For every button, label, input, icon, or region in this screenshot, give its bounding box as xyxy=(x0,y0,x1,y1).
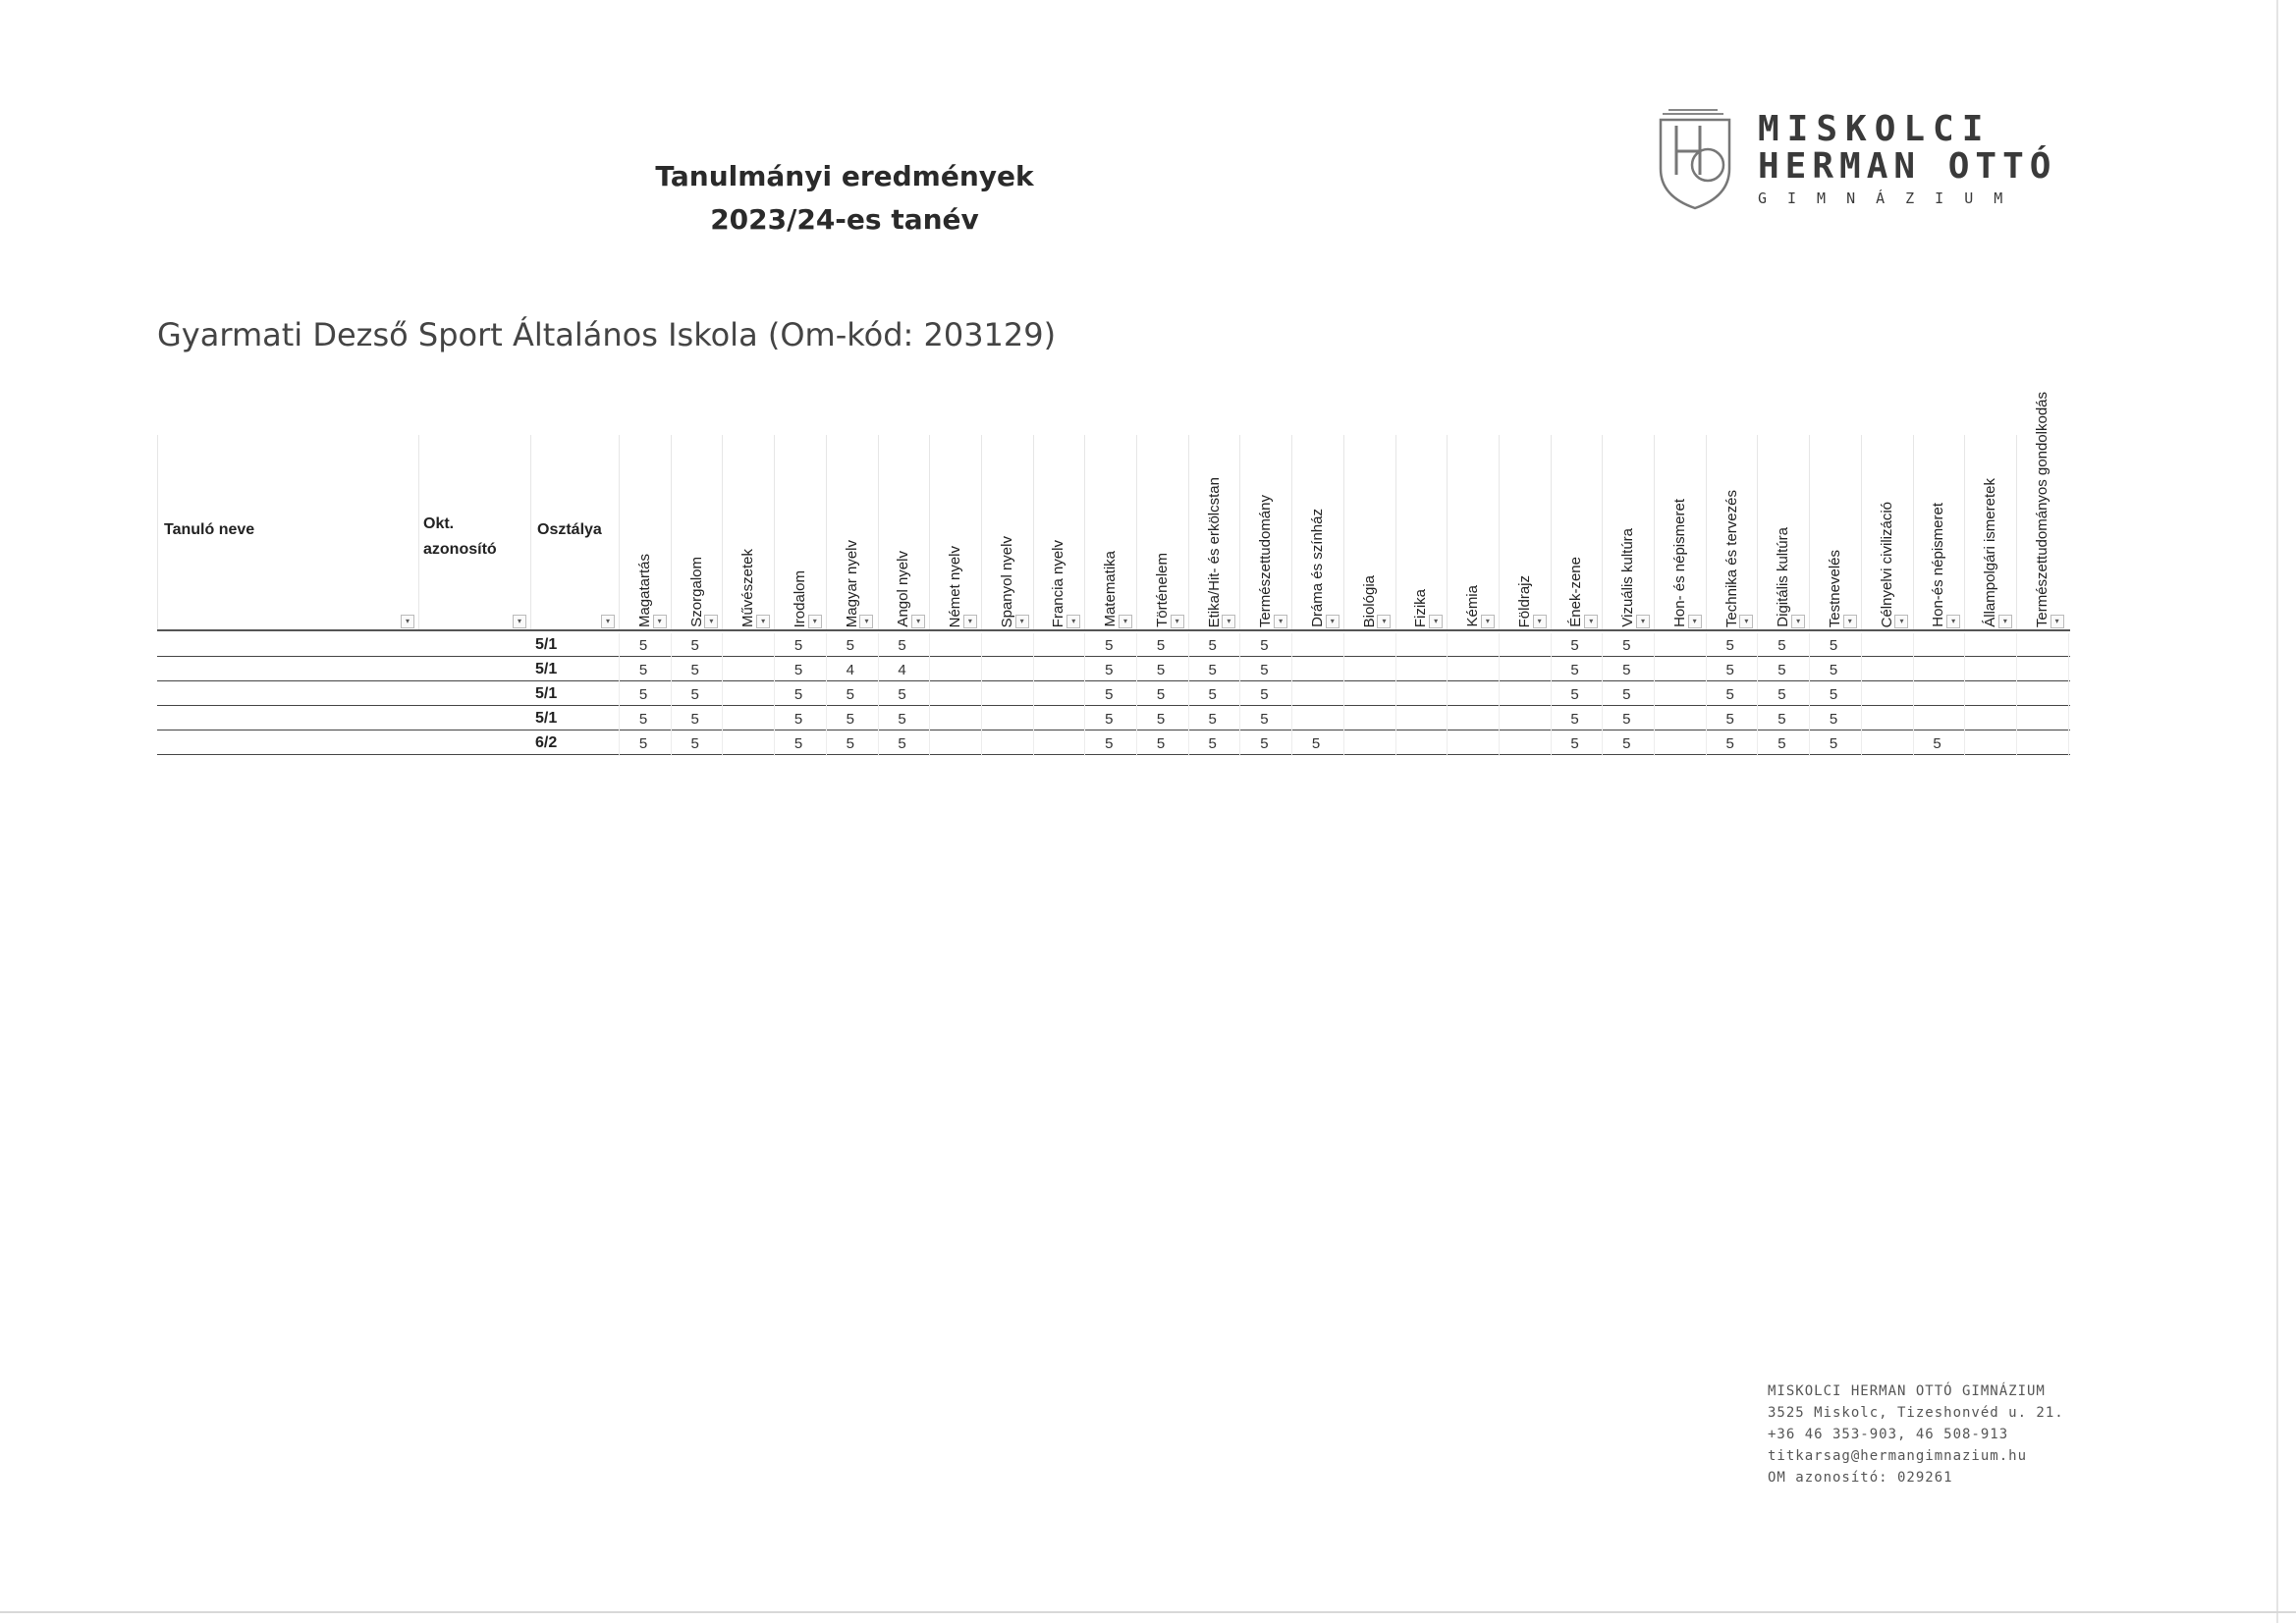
grade-cell: 5 xyxy=(1725,711,1734,728)
grade-cell: 5 xyxy=(1260,637,1269,654)
subject-header: Természettudomány xyxy=(1257,494,1275,627)
filter-dropdown-icon[interactable]: ▾ xyxy=(1171,615,1184,628)
grade-cell: 5 xyxy=(793,686,803,703)
filter-dropdown-icon[interactable]: ▾ xyxy=(1066,615,1080,628)
filter-dropdown-icon[interactable]: ▾ xyxy=(2050,615,2064,628)
footer-line: 3525 Miskolc, Tizeshonvéd u. 21. xyxy=(1768,1405,2064,1421)
subject-header: Angol nyelv xyxy=(895,551,912,627)
table-row xyxy=(157,658,2070,682)
grade-cell: 5 xyxy=(793,662,803,678)
grade-cell: 5 xyxy=(690,711,699,728)
column-divider xyxy=(1861,633,1862,756)
row-divider xyxy=(157,754,2070,755)
document-title xyxy=(570,155,1120,242)
subject-header-cell xyxy=(878,435,930,631)
grade-cell: 5 xyxy=(1570,711,1579,728)
grade-cell: 5 xyxy=(793,637,803,654)
class-cell: 5/1 xyxy=(535,636,558,653)
grade-cell: 5 xyxy=(1570,637,1579,654)
column-divider xyxy=(1602,633,1603,756)
subject-header-cell xyxy=(1239,435,1291,631)
subject-header-cell xyxy=(981,435,1033,631)
grade-cell: 5 xyxy=(898,686,906,703)
grade-cell: 5 xyxy=(1829,637,1838,654)
header-class-cell xyxy=(530,435,619,631)
column-divider xyxy=(1395,633,1396,756)
table-row xyxy=(157,731,2070,756)
column-divider xyxy=(1447,633,1448,756)
filter-dropdown-icon[interactable]: ▾ xyxy=(513,615,526,628)
filter-dropdown-icon[interactable]: ▾ xyxy=(1584,615,1598,628)
grade-cell: 5 xyxy=(898,711,906,728)
subject-header-cell xyxy=(1291,435,1343,631)
column-divider xyxy=(774,633,775,756)
header-name: Tanuló neve xyxy=(164,521,255,538)
grade-cell: 5 xyxy=(1105,637,1114,654)
grade-cell: 5 xyxy=(1156,735,1166,752)
subject-header: Dráma és színház xyxy=(1308,509,1326,627)
subject-header: Matematika xyxy=(1102,551,1120,627)
grade-cell: 5 xyxy=(1777,637,1786,654)
grade-cell: 5 xyxy=(1622,711,1631,728)
column-divider xyxy=(1913,633,1914,756)
subject-header: Német nyelv xyxy=(947,545,964,627)
grade-cell: 5 xyxy=(1725,637,1734,654)
grade-cell: 5 xyxy=(846,735,854,752)
grade-cell: 5 xyxy=(846,686,854,703)
subject-header: Etika/Hit- és erkölcstan xyxy=(1205,476,1223,627)
subject-header-cell xyxy=(722,435,774,631)
column-divider xyxy=(1964,633,1965,756)
column-divider xyxy=(981,633,982,756)
column-divider xyxy=(1809,633,1810,756)
footer-line: OM azonosító: 029261 xyxy=(1768,1470,1953,1486)
subject-header-cell xyxy=(1861,435,1913,631)
title-line-1: Tanulmányi eredmények xyxy=(655,160,1034,192)
grade-cell: 5 xyxy=(1260,662,1269,678)
filter-dropdown-icon[interactable]: ▾ xyxy=(1326,615,1339,628)
grade-cell: 5 xyxy=(1777,711,1786,728)
grade-cell: 5 xyxy=(898,735,906,752)
subject-header-cell xyxy=(1757,435,1809,631)
subject-header: Földrajz xyxy=(1515,574,1533,627)
subject-header: Állampolgári ismeretek xyxy=(1982,478,1999,627)
column-divider xyxy=(878,633,879,756)
grade-cell: 5 xyxy=(793,711,803,728)
grade-cell: 5 xyxy=(1260,735,1269,752)
grade-cell: 5 xyxy=(638,686,648,703)
filter-dropdown-icon[interactable]: ▾ xyxy=(653,615,667,628)
class-cell: 5/1 xyxy=(535,710,558,727)
grade-cell: 5 xyxy=(1260,686,1269,703)
subject-header: Magatartás xyxy=(635,553,653,627)
subject-header: Magyar nyelv xyxy=(843,539,860,627)
grade-cell: 5 xyxy=(638,637,648,654)
grade-cell: 5 xyxy=(1156,686,1166,703)
grade-cell: 5 xyxy=(1105,735,1114,752)
grade-cell: 5 xyxy=(1725,662,1734,678)
column-divider xyxy=(1551,633,1552,756)
grade-cell: 5 xyxy=(846,637,854,654)
subject-header: Történelem xyxy=(1153,553,1171,627)
grade-cell: 5 xyxy=(1829,686,1838,703)
filter-dropdown-icon[interactable]: ▾ xyxy=(1688,615,1702,628)
grade-cell: 5 xyxy=(1829,711,1838,728)
grade-cell: 5 xyxy=(690,637,699,654)
subject-header: Francia nyelv xyxy=(1050,539,1067,627)
column-divider xyxy=(1343,633,1344,756)
subject-header: Spanyol nyelv xyxy=(998,535,1015,627)
footer-contact xyxy=(1768,1380,2064,1488)
subject-header-cell xyxy=(1551,435,1603,631)
subject-header-cell xyxy=(1706,435,1758,631)
subject-header-cell xyxy=(1136,435,1188,631)
filter-dropdown-icon[interactable]: ▾ xyxy=(1636,615,1650,628)
column-divider xyxy=(1033,633,1034,756)
header-id: Okt. azonosító xyxy=(423,515,497,558)
grade-cell: 5 xyxy=(1933,735,1941,752)
subject-header: Kémia xyxy=(1464,585,1482,627)
column-divider xyxy=(1654,633,1655,756)
grade-cell: 5 xyxy=(1208,662,1217,678)
subject-header: Technika és tervezés xyxy=(1722,489,1740,627)
logo-line-2: HERMAN OTTÓ xyxy=(1758,146,2057,187)
column-divider xyxy=(1084,633,1085,756)
filter-dropdown-icon[interactable]: ▾ xyxy=(756,615,770,628)
grade-cell: 5 xyxy=(1622,662,1631,678)
subject-header: Célnyelvi civilizáció xyxy=(1878,501,1895,627)
grade-cell: 5 xyxy=(690,662,699,678)
subject-header-cell xyxy=(1654,435,1706,631)
filter-dropdown-icon[interactable]: ▾ xyxy=(1791,615,1805,628)
filter-dropdown-icon[interactable]: ▾ xyxy=(1119,615,1132,628)
column-divider xyxy=(1136,633,1137,756)
subject-header: Ének-zene xyxy=(1567,557,1585,627)
filter-dropdown-icon[interactable]: ▾ xyxy=(1946,615,1960,628)
column-divider xyxy=(1188,633,1189,756)
grade-cell: 5 xyxy=(1208,735,1217,752)
subject-header-cell xyxy=(1343,435,1395,631)
subject-header: Művészetek xyxy=(739,548,757,627)
column-divider xyxy=(2068,633,2069,756)
grade-cell: 5 xyxy=(638,711,648,728)
filter-dropdown-icon[interactable]: ▾ xyxy=(808,615,822,628)
class-cell: 5/1 xyxy=(535,661,558,677)
grade-cell: 4 xyxy=(846,662,854,678)
class-cell: 6/2 xyxy=(535,734,558,751)
filter-dropdown-icon[interactable]: ▾ xyxy=(911,615,925,628)
row-divider xyxy=(157,680,2070,681)
subject-header-cell xyxy=(1602,435,1654,631)
subject-header: Hon- és népismeret xyxy=(1670,499,1688,627)
column-divider xyxy=(1757,633,1758,756)
grade-cell: 5 xyxy=(638,662,648,678)
scan-edge-right xyxy=(2276,0,2278,1623)
filter-dropdown-icon[interactable]: ▾ xyxy=(1533,615,1547,628)
footer-line: +36 46 353-903, 46 508-913 xyxy=(1768,1427,2009,1442)
school-name: Gyarmati Dezső Sport Általános Iskola (Om-kód: 203129) xyxy=(157,316,1057,353)
grade-cell: 5 xyxy=(1105,711,1114,728)
subject-header: Biológia xyxy=(1360,574,1378,627)
column-divider xyxy=(1499,633,1500,756)
grade-cell: 5 xyxy=(1777,735,1786,752)
grade-cell: 5 xyxy=(1570,686,1579,703)
grade-cell: 5 xyxy=(1725,686,1734,703)
grade-cell: 5 xyxy=(1260,711,1269,728)
scan-edge-bottom xyxy=(0,1611,2296,1613)
filter-dropdown-icon[interactable]: ▾ xyxy=(1894,615,1908,628)
subject-header-cell xyxy=(671,435,723,631)
filter-dropdown-icon[interactable]: ▾ xyxy=(1274,615,1287,628)
grade-cell: 5 xyxy=(1777,662,1786,678)
grade-cell: 5 xyxy=(1208,637,1217,654)
grade-cell: 5 xyxy=(1622,735,1631,752)
column-divider xyxy=(1706,633,1707,756)
grade-cell: 5 xyxy=(1622,686,1631,703)
column-divider xyxy=(1239,633,1240,756)
grade-cell: 5 xyxy=(690,735,699,752)
filter-active-icon[interactable]: ▾ xyxy=(601,615,615,628)
grade-cell: 5 xyxy=(1105,686,1114,703)
grade-cell: 5 xyxy=(1208,711,1217,728)
subject-header-cell xyxy=(1913,435,1965,631)
title-line-2: 2023/24-es tanév xyxy=(710,203,979,236)
subject-header-cell xyxy=(1499,435,1551,631)
grade-cell: 5 xyxy=(1156,711,1166,728)
subject-header-cell xyxy=(1033,435,1085,631)
table-row xyxy=(157,707,2070,731)
header-class: Osztálya xyxy=(537,521,602,538)
logo-line-1: MISKOLCI xyxy=(1758,109,1992,149)
subject-header-cell xyxy=(2016,391,2068,631)
subject-header: Fizika xyxy=(1412,588,1430,627)
filter-dropdown-icon[interactable]: ▾ xyxy=(401,615,414,628)
filter-dropdown-icon[interactable]: ▾ xyxy=(1015,615,1029,628)
column-divider xyxy=(722,633,723,756)
column-divider xyxy=(1291,633,1292,756)
subject-header: Vizuális kultúra xyxy=(1619,528,1637,627)
grade-cell: 5 xyxy=(1725,735,1734,752)
filter-dropdown-icon[interactable]: ▾ xyxy=(1843,615,1857,628)
subject-header-cell xyxy=(826,435,878,631)
subject-header: Természettudományos gondolkodás xyxy=(2033,391,2050,627)
footer-line: MISKOLCI HERMAN OTTÓ GIMNÁZIUM xyxy=(1768,1383,2046,1399)
header-divider xyxy=(157,629,2070,631)
grade-cell: 5 xyxy=(1570,662,1579,678)
grade-cell: 5 xyxy=(1829,735,1838,752)
grade-cell: 5 xyxy=(898,637,906,654)
class-cell: 5/1 xyxy=(535,685,558,702)
subject-header-cell xyxy=(1964,435,2016,631)
footer-line: titkarsag@hermangimnazium.hu xyxy=(1768,1448,2028,1464)
grade-cell: 4 xyxy=(898,662,906,678)
results-table xyxy=(157,391,2070,759)
filter-dropdown-icon[interactable]: ▾ xyxy=(963,615,977,628)
column-divider xyxy=(826,633,827,756)
grade-cell: 5 xyxy=(1777,686,1786,703)
column-divider xyxy=(2016,633,2017,756)
filter-dropdown-icon[interactable]: ▾ xyxy=(704,615,718,628)
grade-cell: 5 xyxy=(1311,735,1321,752)
subject-header: Szorgalom xyxy=(687,557,705,627)
subject-header-cell xyxy=(774,435,826,631)
header-id-cell xyxy=(418,435,530,631)
subject-header-cell xyxy=(929,435,981,631)
filter-dropdown-icon[interactable]: ▾ xyxy=(1481,615,1495,628)
grade-cell: 5 xyxy=(846,711,854,728)
grade-cell: 5 xyxy=(1156,637,1166,654)
subject-header: Irodalom xyxy=(791,569,808,627)
subject-header: Testnevelés xyxy=(1826,549,1843,627)
grade-cell: 5 xyxy=(793,735,803,752)
row-divider xyxy=(157,656,2070,657)
logo-line-3: GIMNÁZIUM xyxy=(1758,189,2024,207)
row-divider xyxy=(157,705,2070,706)
filter-dropdown-icon[interactable]: ▾ xyxy=(1377,615,1391,628)
subject-header-cell xyxy=(1188,435,1240,631)
logo-wordmark xyxy=(1758,111,2056,211)
filter-dropdown-icon[interactable]: ▾ xyxy=(1429,615,1443,628)
subject-header-cell xyxy=(1395,435,1448,631)
subject-header-cell xyxy=(619,435,671,631)
column-divider xyxy=(671,633,672,756)
filter-dropdown-icon[interactable]: ▾ xyxy=(1739,615,1753,628)
subject-header-cell xyxy=(1809,435,1861,631)
school-logo xyxy=(1655,106,2067,214)
filter-dropdown-icon[interactable]: ▾ xyxy=(859,615,873,628)
filter-dropdown-icon[interactable]: ▾ xyxy=(1998,615,2012,628)
grade-cell: 5 xyxy=(1105,662,1114,678)
filter-dropdown-icon[interactable]: ▾ xyxy=(1222,615,1235,628)
subject-header: Hon-és népismeret xyxy=(1930,503,1947,627)
subject-header-cell xyxy=(1447,435,1499,631)
subject-header: Digitális kultúra xyxy=(1775,527,1792,627)
crest-icon xyxy=(1655,106,1735,210)
table-row xyxy=(157,633,2070,658)
table-row xyxy=(157,682,2070,707)
header-name-cell xyxy=(157,435,418,631)
grade-cell: 5 xyxy=(1208,686,1217,703)
grade-cell: 5 xyxy=(1829,662,1838,678)
grade-cell: 5 xyxy=(690,686,699,703)
grade-cell: 5 xyxy=(1156,662,1166,678)
grade-cell: 5 xyxy=(1570,735,1579,752)
grade-cell: 5 xyxy=(1622,637,1631,654)
subject-header-cell xyxy=(1084,435,1136,631)
column-divider xyxy=(619,633,620,756)
grade-cell: 5 xyxy=(638,735,648,752)
column-divider xyxy=(929,633,930,756)
